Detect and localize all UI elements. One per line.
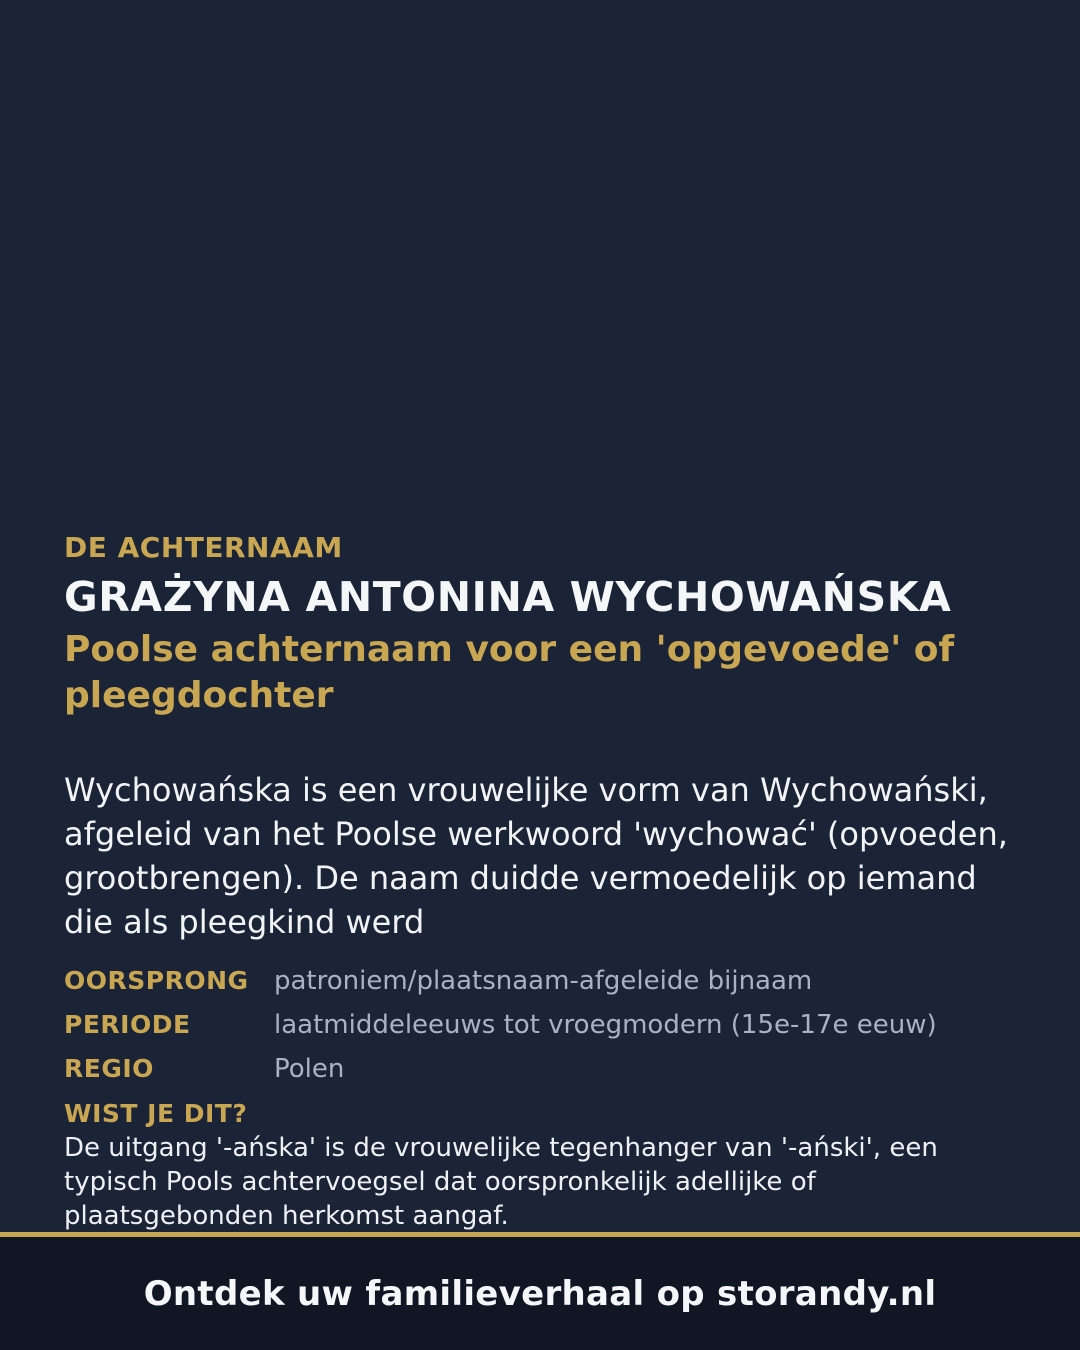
did-you-know-text: De uitgang '-ańska' is de vrouwelijke tegenhanger van '-ański', een typisch Pools achtervoegsel dat oorspronkelijk adellijke of plaatsgebonden herkomst aangaf. (64, 1133, 938, 1231)
fact-label: REGIO (64, 1054, 154, 1083)
fact-value: patroniem/plaatsnaam-afgeleide bijnaam (274, 966, 813, 996)
fact-label: PERIODE (64, 1010, 191, 1039)
facts-list (64, 963, 1016, 1095)
surname-description: Wychowańska is een vrouwelijke vorm van Wychowański, afgeleid van het Poolse werkwoord 'wychować' (opvoeden, grootbrengen). De naam duidde vermoedelijk op iemand die als pleegkind werd (64, 771, 1008, 941)
fact-label: OORSPRONG (64, 966, 249, 995)
fact-row-region (64, 1051, 1016, 1095)
footer-cta[interactable]: Ontdek uw familieverhaal op storandy.nl (143, 1273, 937, 1314)
surname-subtitle: Poolse achternaam voor een 'opgevoede' of pleegdochter (64, 629, 955, 716)
section-kicker: DE ACHTERNAAM (64, 531, 343, 564)
fact-row-period (64, 1007, 1016, 1051)
fact-value: laatmiddeleeuws tot vroegmodern (15e-17e eeuw) (274, 1010, 937, 1040)
fact-row-origin (64, 963, 1016, 1007)
did-you-know-label: WIST JE DIT? (64, 1099, 248, 1128)
full-name-title: GRAŻYNA ANTONINA WYCHOWAŃSKA (64, 573, 952, 621)
footer-banner (0, 1232, 1080, 1350)
fact-value: Polen (274, 1054, 345, 1084)
